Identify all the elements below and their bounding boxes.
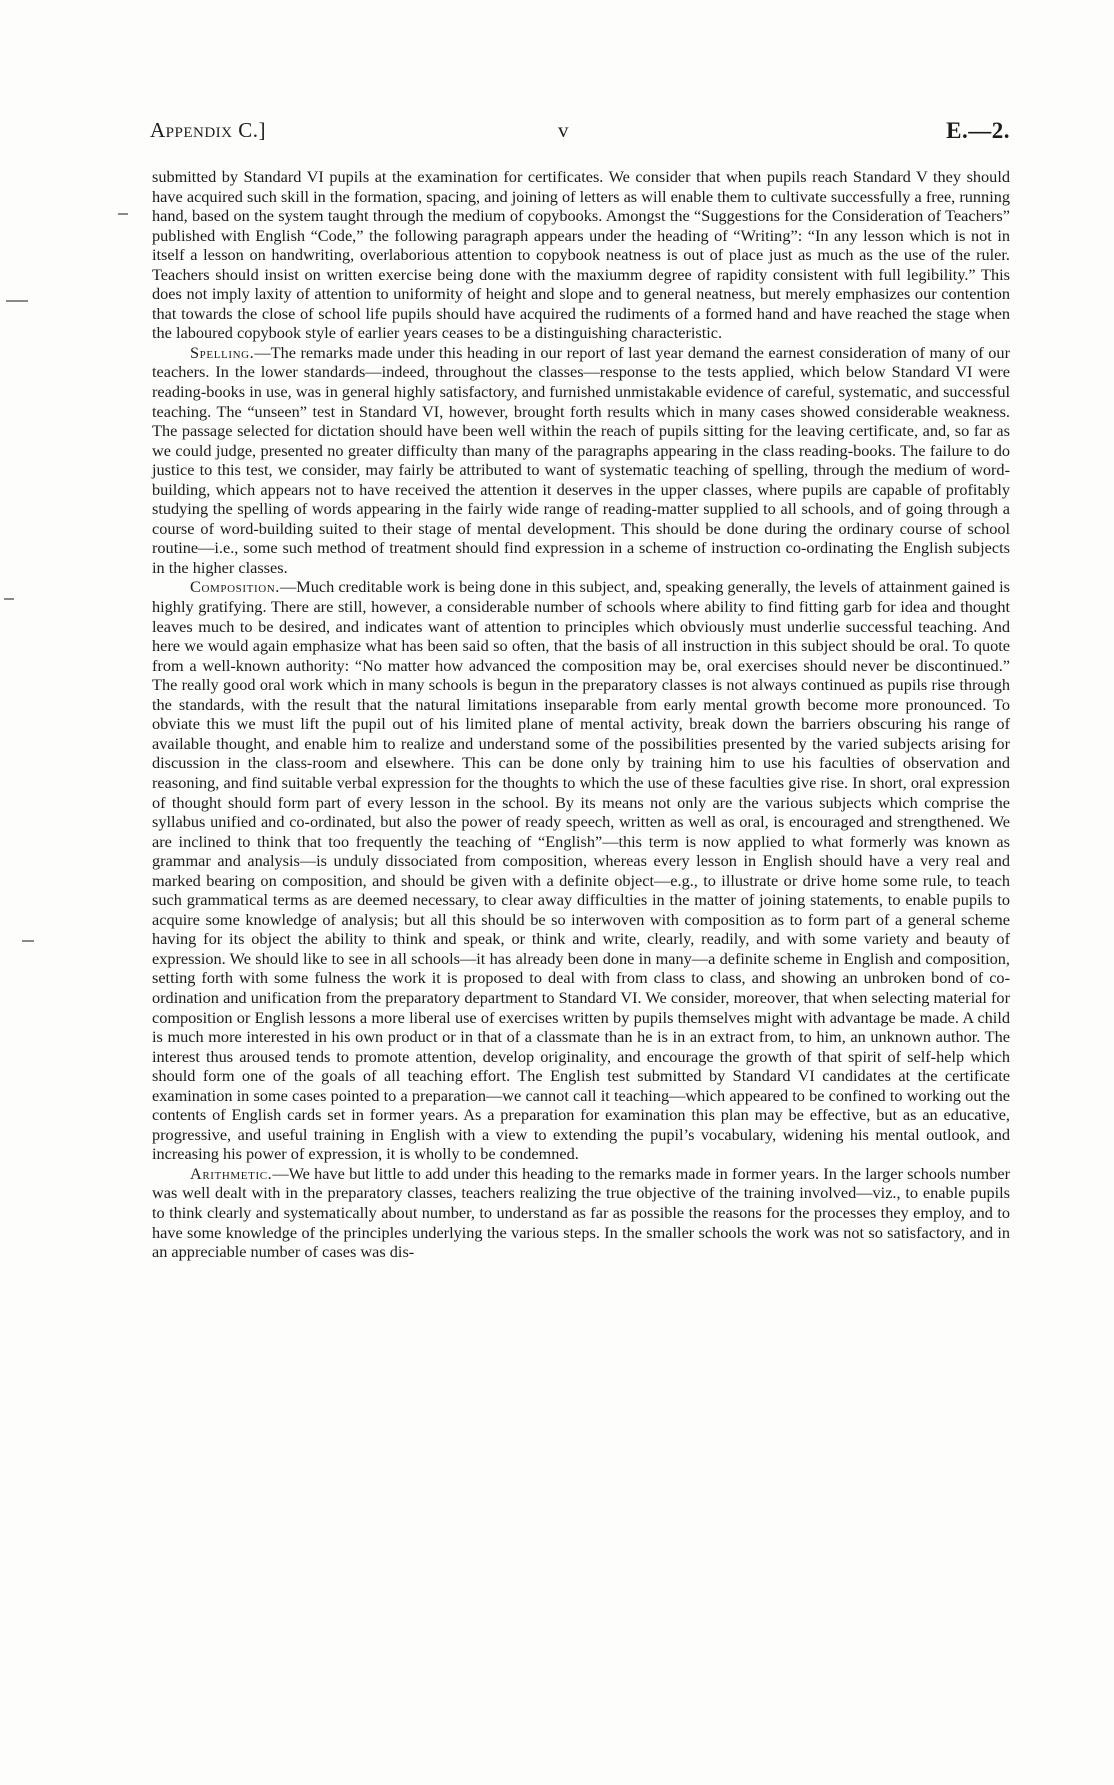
composition-paragraph — [152, 577, 1010, 1163]
paragraph-text: —We have but little to add under this heading to the remarks made in former years. In the larger schools number was well dealt with in the preparatory classes, teachers realizing the true objective of the training involved—viz., to enable pupils to think clearly and systematically about number, to understand as far as possible the reasons for the processes they employ, and to have some knowledge of the principles underlying the various steps. In the smaller schools the work was not so satisfactory, and in an appreciable number of cases was dis- — [152, 1163, 1010, 1262]
header-paper-code: E.—2. — [946, 118, 1010, 143]
section-heading-spelling: Spelling. — [190, 342, 255, 362]
paragraph-text: —The remarks made under this heading in our report of last year demand the earnest consideration of many of our teachers. In the lower standards—indeed, throughout the classes—response to the tests applied, which below Standard VI were reading-books in use, was in general highly satisfactory, and furnished unmistakable evidence of careful, systematic, and successful teaching. The “unseen” test in Standard VI, however, brought forth results which in many cases showed considerable weakness. The passage selected for dictation should have been well within the reach of pupils sitting for the leaving certificate, and, so far as we could judge, presented no greater difficulty than many of the paragraphs appearing in the class reading-books. The failure to do justice to this test, we consider, may fairly be attributed to want of systematic teaching of spelling, through the medium of word-building, which appears not to have received the attention it deserves in the upper classes, where pupils are capable of profitably studying the spelling of words appearing in the fairly wide range of reading-matter supplied to all schools, and of going through a course of word-building suited to their stage of mental development. This should be done during the ordinary course of school routine—i.e., some such method of treatment should find expression in a scheme of instruction co-ordinating the English subjects in the higher classes. — [152, 342, 1010, 577]
paragraph-text: submitted by Standard VI pupils at the examination for certificates. We consider that when pupils reach Standard V they should have acquired such skill in the formation, spacing, and joining of letters as will enable them to cultivate successfully a free, running hand, based on the system taught through the medium of copybooks. Amongst the “Suggestions for the Consideration of Teachers” published with English “Code,” the following paragraph appears under the heading of “Writing”: “In any lesson which is not in itself a lesson on handwriting, overlaborious attention to copybook neatness is out of place just as much as the use of the ruler. Teachers should insist on written exercise being done with the maxiumm degree of rapidity consistent with full legibility.” This does not imply laxity of attention to uniformity of height and slope and to general neatness, but merely emphasizes our contention that towards the close of school life pupils should have acquired the rudiments of a formed hand and have reached the stage when the laboured copybook style of earlier years ceases to be a distinguishing characteristic. — [152, 167, 1010, 343]
margin-dash-mark — [118, 213, 128, 215]
paragraph-text: —Much creditable work is being done in this subject, and, speaking generally, the levels of attainment gained is highly gratifying. There are still, however, a considerable number of schools where ability to find fitting garb for idea and thought leaves much to be desired, and indicates want of attention to principles which obviously must underlie successful teaching. And here we would again emphasize what has been said so often, that the basis of all instruction in this subject should be oral. To quote from a well-known authority: “No matter how advanced the composition may be, oral exercises should never be discontinued.” The really good oral work which in many schools is begun in the preparatory classes is not always continued as pupils rise through the standards, with the result that the natural limitations inseparable from early mental growth become more pronounced. To obviate this we must lift the pupil out of his limited plane of mental activity, break down the barriers obscuring his range of available thought, and enable him to realize and understand some of the possibilities presented by the varied subjects arising for discussion in the class-room and elsewhere. This can be done only by training him to use his faculties of observation and reasoning, and find suitable verbal expression for the thoughts to which the use of these faculties give rise. In short, oral expression of thought should form part of every lesson in the school. By its means not only are the various subjects which comprise the syllabus unified and co-ordinated, but also the power of ready speech, written as well as oral, is encouraged and strengthened. We are inclined to think that too frequently the teaching of “English”—this term is now applied to what formerly was known as grammar and analysis—is unduly dissociated from composition, whereas every lesson in English should have a very real and marked bearing on composition, and should be given with a definite object—e.g., to illustrate or drive home some rule, to teach such grammatical terms as are deemed necessary, to clear away difficulties in the matter of joining statements, to enable pupils to acquire some knowledge of analysis; but all this should be so interwoven with composition as to form part of a general scheme having for its object the ability to think and speak, or think and write, clearly, readily, and with some variety and beauty of expression. We should like to see in all schools—it has already been done in many—a definite scheme in English and composition, setting forth with some fulness the work it is proposed to deal with from class to class, and showing an unbroken bond of co-ordination and unification from the preparatory department to Standard VI. We consider, moreover, that when selecting material for composition or English lessons a more liberal use of exercises written by pupils themselves might with advantage be made. A child is much more interested in his own product or in that of a classmate than he is in an extract from, to him, an unknown author. The interest thus aroused tends to promote attention, develop originality, and encourage the growth of that spirit of self-help which should form one of the goals of all teaching effort. The English test submitted by Standard VI candidates at the certificate examination in some cases pointed to a preparation—we cannot call it teaching—which appeared to be confined to working out the contents of English cards set in former years. As a preparation for examination this plan may be effective, but as an educative, progressive, and useful training in English with a view to extending the pupil’s vocabulary, widening his mental outlook, and increasing his power of expression, it is wholly to be condemned. — [152, 577, 1010, 1164]
header-page-number: v — [558, 118, 569, 142]
margin-dash-mark — [6, 300, 28, 302]
header-appendix-label: Appendix C.] — [150, 118, 267, 142]
arithmetic-paragraph — [152, 1164, 1010, 1262]
body-text — [152, 167, 1010, 1262]
running-header — [150, 118, 1010, 148]
writing-paragraph — [152, 167, 1010, 343]
spelling-paragraph — [152, 343, 1010, 578]
section-heading-composition: Composition. — [190, 577, 280, 597]
margin-dash-mark — [22, 940, 34, 942]
section-heading-arithmetic: Arithmetic. — [190, 1163, 273, 1183]
margin-dash-mark — [4, 598, 14, 600]
